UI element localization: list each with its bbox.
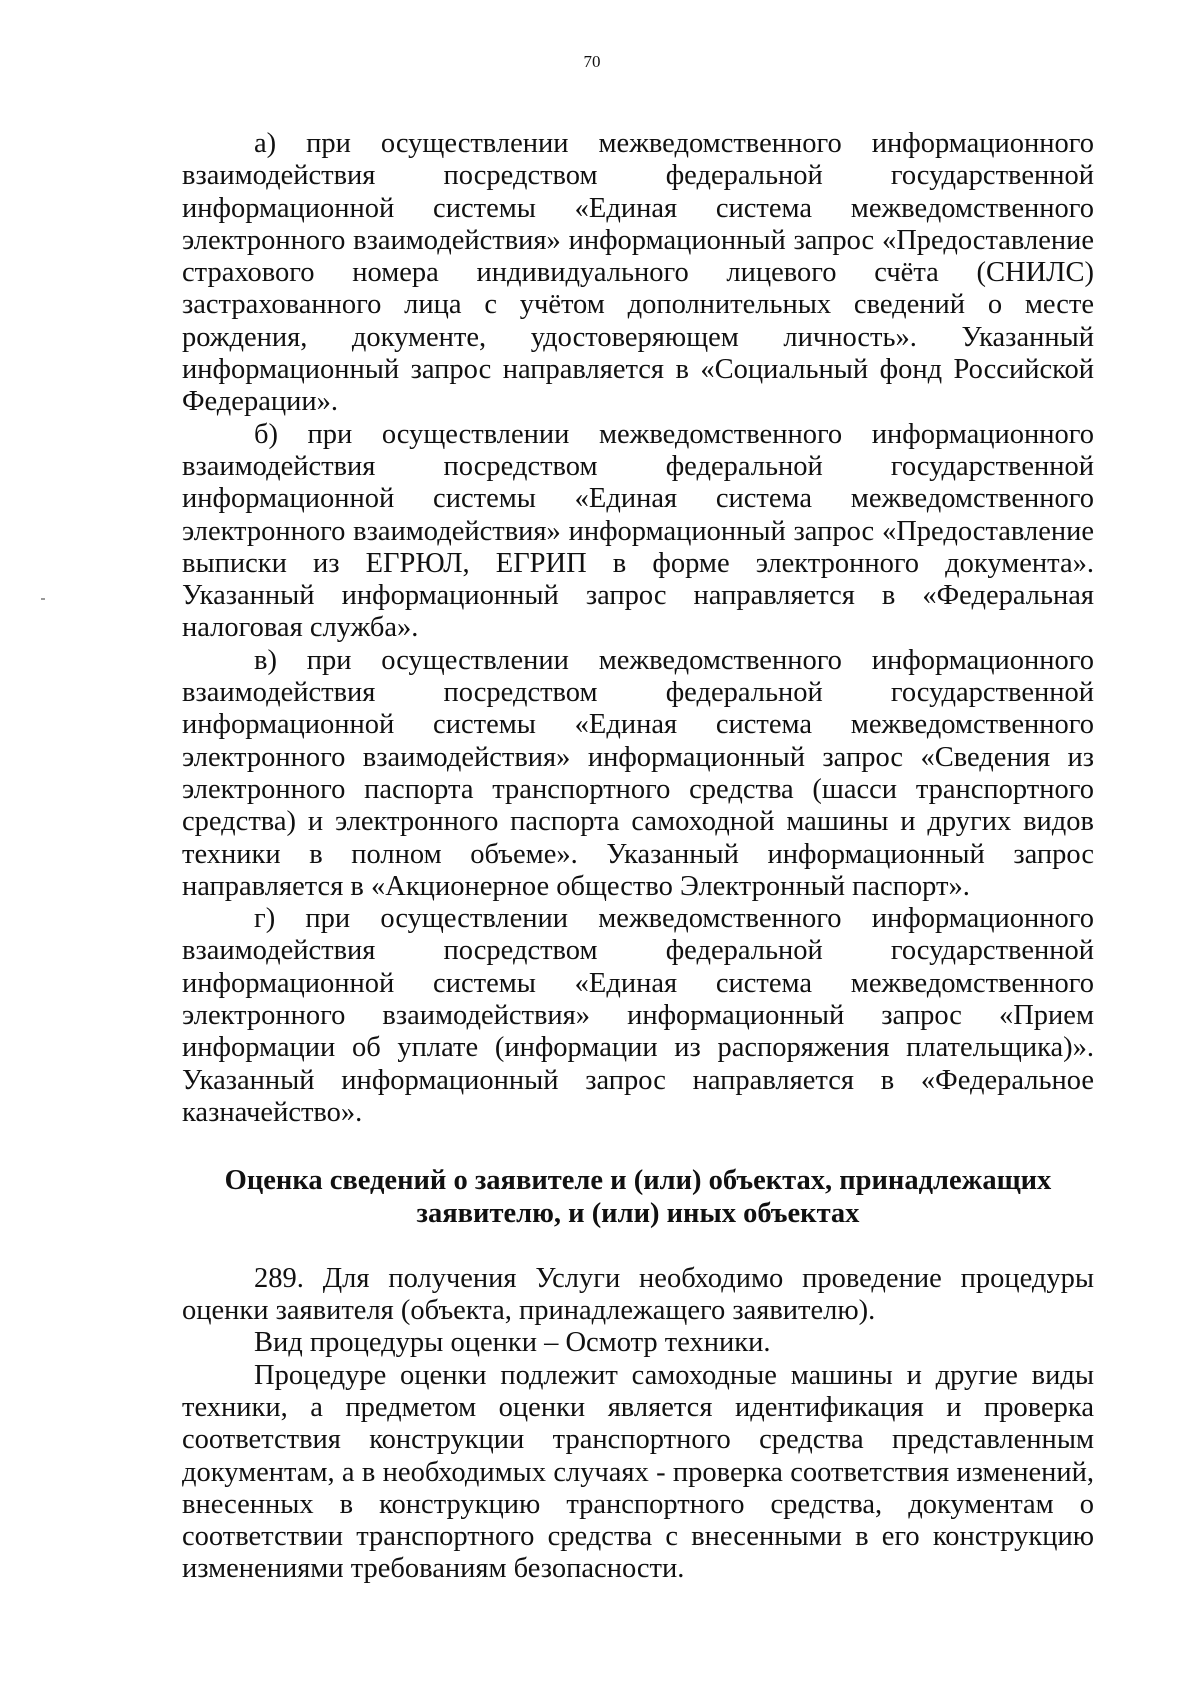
scan-margin-mark (41, 598, 45, 600)
paragraph-v: в) при осуществлении межведомственного информационного взаимодействия посредством федеральной государственной информационной системы «Единая система межведомственного электронного взаимодействия» информационный запрос «Сведения из электронного паспорта транспортного средства (шасси транспортного средства) и электронного паспорта самоходной машины и других видов техники в полном объеме». Указанный информационный запрос направляется в «Акционерное общество Электронный паспорт». (182, 644, 1094, 902)
paragraph-procedure-subject: Процедуре оценки подлежит самоходные машины и другие виды техники, а предметом оценки является идентификация и проверка соответствия конструкции транспортного средства представленным документам, а в необходимых случаях - проверка соответствия изменений, внесенных в конструкцию транспортного средства, документам о соответствии транспортного средства с внесенными в его конструкцию изменениями требованиям безопасности. (182, 1359, 1094, 1585)
paragraph-procedure-type: Вид процедуры оценки – Осмотр техники. (254, 1327, 771, 1359)
paragraph-a: а) при осуществлении межведомственного информационного взаимодействия посредством федеральной государственной информационной системы «Единая система межведомственного электронного взаимодействия» информационный запрос «Предоставление страхового номера индивидуального лицевого счёта (СНИЛС) застрахованного лица с учётом дополнительных сведений о месте рождения, документе, удостоверяющем личность». Указанный информационный запрос направляется в «Социальный фонд Российской Федерации». (182, 128, 1094, 418)
paragraph-289: 289. Для получения Услуги необходимо проведение процедуры оценки заявителя (объекта, принадлежащего заявителю). (182, 1262, 1094, 1327)
section-heading: Оценка сведений о заявителе и (или) объектах, принадлежащих заявителю, и (или) иных объектах (224, 1165, 1052, 1229)
paragraph-b: б) при осуществлении межведомственного информационного взаимодействия посредством федеральной государственной информационной системы «Единая система межведомственного электронного взаимодействия» информационный запрос «Предоставление выписки из ЕГРЮЛ, ЕГРИП в форме электронного документа». Указанный информационный запрос направляется в «Федеральная налоговая служба». (182, 418, 1094, 644)
document-body (182, 128, 1094, 1586)
paragraph-g: г) при осуществлении межведомственного информационного взаимодействия посредством федеральной государственной информационной системы «Единая система межведомственного электронного взаимодействия» информационный запрос «Прием информации об уплате (информации из распоряжения плательщика)». Указанный информационный запрос направляется в «Федеральное казначейство». (182, 903, 1094, 1128)
document-page (182, 0, 1094, 1690)
page-number: 70 (583, 52, 601, 71)
